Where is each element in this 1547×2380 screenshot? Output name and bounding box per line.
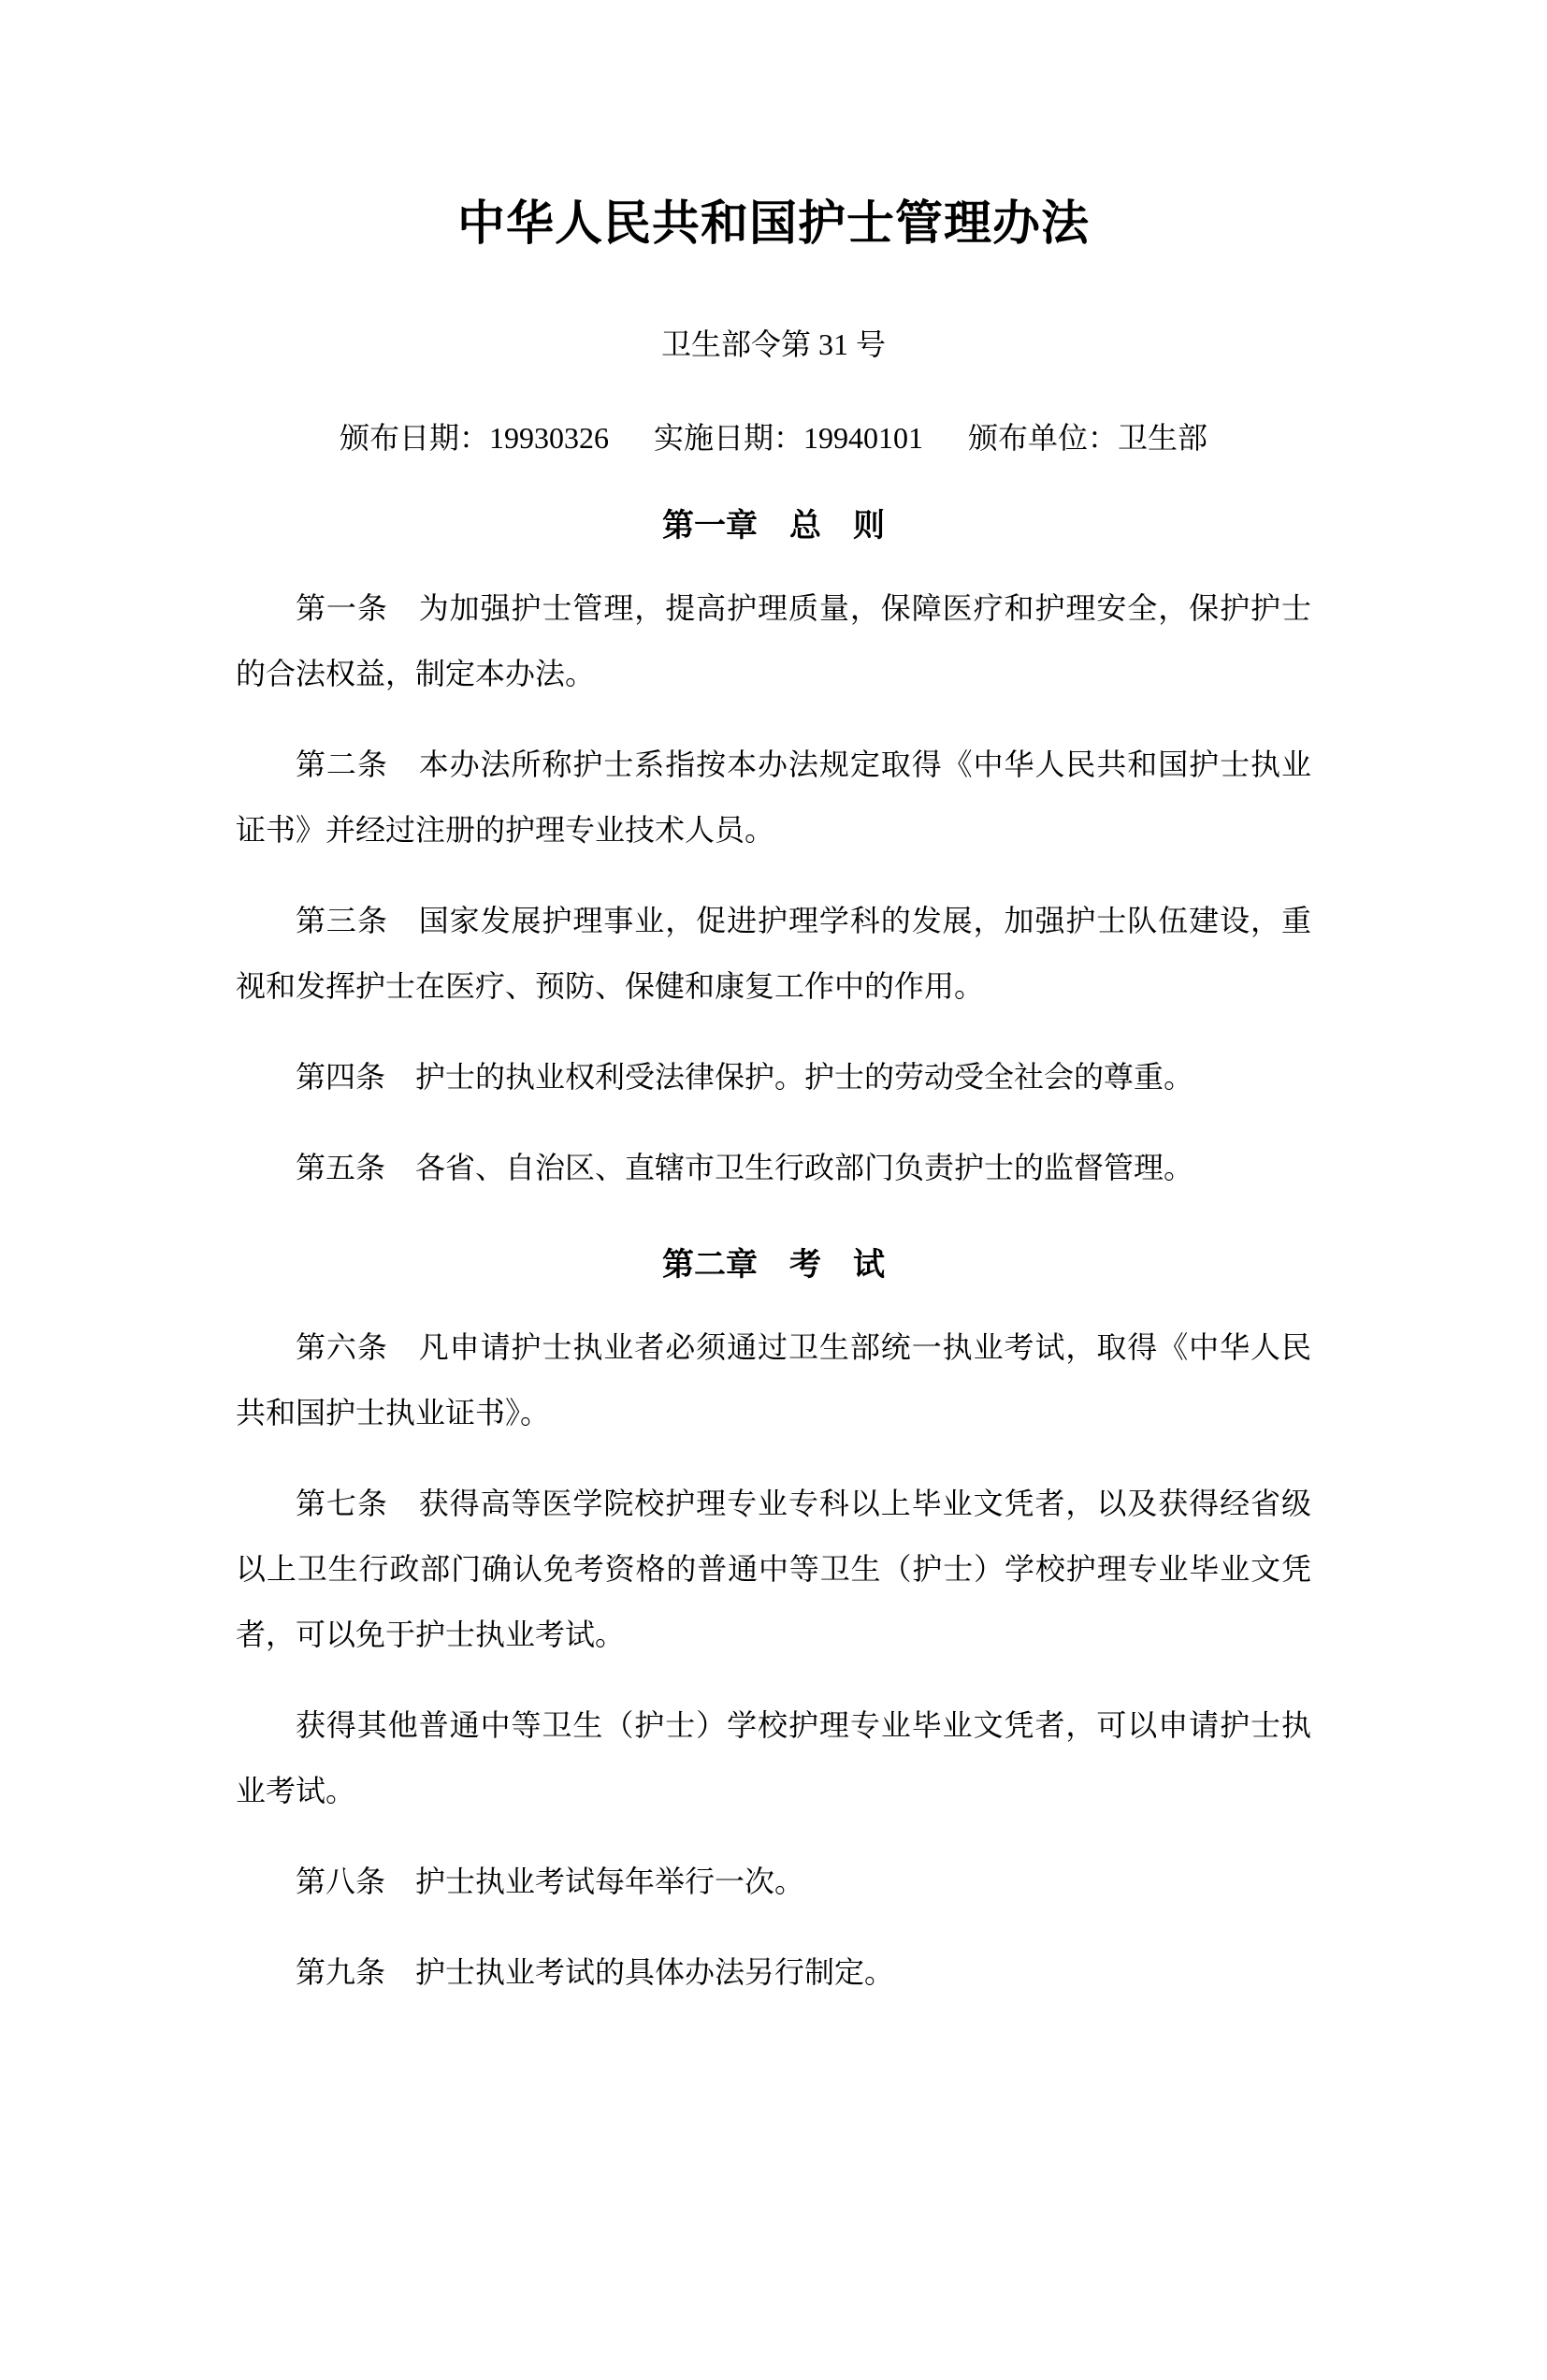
paragraph-line: 第三条 国家发展护理事业，促进护理学科的发展，加强护士队伍建设，重 — [296, 904, 1311, 937]
effective-date-label: 实施日期： — [653, 421, 803, 455]
paragraph-line: 以上卫生行政部门确认免考资格的普通中等卫生（护士）学校护理专业毕业文凭 — [236, 1552, 1311, 1586]
paragraph — [236, 1135, 1311, 1200]
document-title: 中华人民共和国护士管理办法 — [456, 198, 1090, 251]
paragraph-line: 第八条 护士执业考试每年举行一次。 — [296, 1865, 805, 1898]
issue-date-value: 19930326 — [488, 421, 609, 455]
paragraph-line: 第四条 护士的执业权利受法律保护。护士的劳动受全社会的尊重。 — [296, 1060, 1194, 1094]
decree-number-line: 卫生部令第 31 号 — [660, 327, 886, 361]
issuer-value: 卫生部 — [1118, 421, 1208, 455]
chapter-heading: 第二章 考 试 — [662, 1248, 885, 1283]
paragraph-line: 的合法权益，制定本办法。 — [236, 657, 596, 690]
paragraph-line: 第五条 各省、自治区、直辖市卫生行政部门负责护士的监督管理。 — [296, 1151, 1194, 1184]
paragraph-line: 第一条 为加强护士管理，提高护理质量，保障医疗和护理安全，保护护士 — [296, 591, 1311, 625]
issue-date-label: 颁布日期： — [339, 421, 489, 455]
issuer-label: 颁布单位： — [968, 421, 1119, 455]
paragraph-line: 视和发挥护士在医疗、预防、保健和康复工作中的作用。 — [236, 969, 985, 1003]
paragraph — [236, 1849, 1311, 1914]
chapter-heading: 第一章 总 则 — [662, 509, 885, 544]
document-canvas — [0, 192, 1547, 2380]
paragraph-line: 业考试。 — [236, 1774, 356, 1807]
paragraph-line: 者，可以免于护士执业考试。 — [236, 1618, 626, 1651]
paragraph-line: 第七条 获得高等医学院校护理专业专科以上毕业文凭者，以及获得经省级 — [296, 1487, 1311, 1520]
document-page — [236, 192, 1311, 2005]
paragraph — [236, 1471, 1311, 1667]
paragraph-line: 共和国护士执业证书》。 — [236, 1396, 551, 1429]
paragraph-line: 获得其他普通中等卫生（护士）学校护理专业毕业文凭者，可以申请护士执 — [296, 1708, 1311, 1742]
paragraph — [236, 1314, 1311, 1445]
paragraph-line: 第六条 凡申请护士执业者必须通过卫生部统一执业考试，取得《中华人民 — [296, 1330, 1311, 1364]
paragraph — [236, 1939, 1311, 2005]
document-body — [236, 503, 1311, 2005]
paragraph — [236, 1692, 1311, 1823]
paragraph — [236, 575, 1311, 706]
paragraph-line: 第九条 护士执业考试的具体办法另行制定。 — [296, 1955, 895, 1989]
paragraph — [236, 888, 1311, 1019]
paragraph-line: 证书》并经过注册的护理专业技术人员。 — [236, 813, 775, 847]
paragraph — [236, 1044, 1311, 1110]
issue-date-group — [340, 414, 609, 461]
effective-date-group — [654, 414, 923, 461]
issuer-group — [968, 414, 1207, 461]
effective-date-value: 19940101 — [803, 421, 923, 455]
document-meta-line — [236, 414, 1311, 461]
paragraph — [236, 732, 1311, 863]
paragraph-line: 第二条 本办法所称护士系指按本办法规定取得《中华人民共和国护士执业 — [296, 747, 1311, 781]
